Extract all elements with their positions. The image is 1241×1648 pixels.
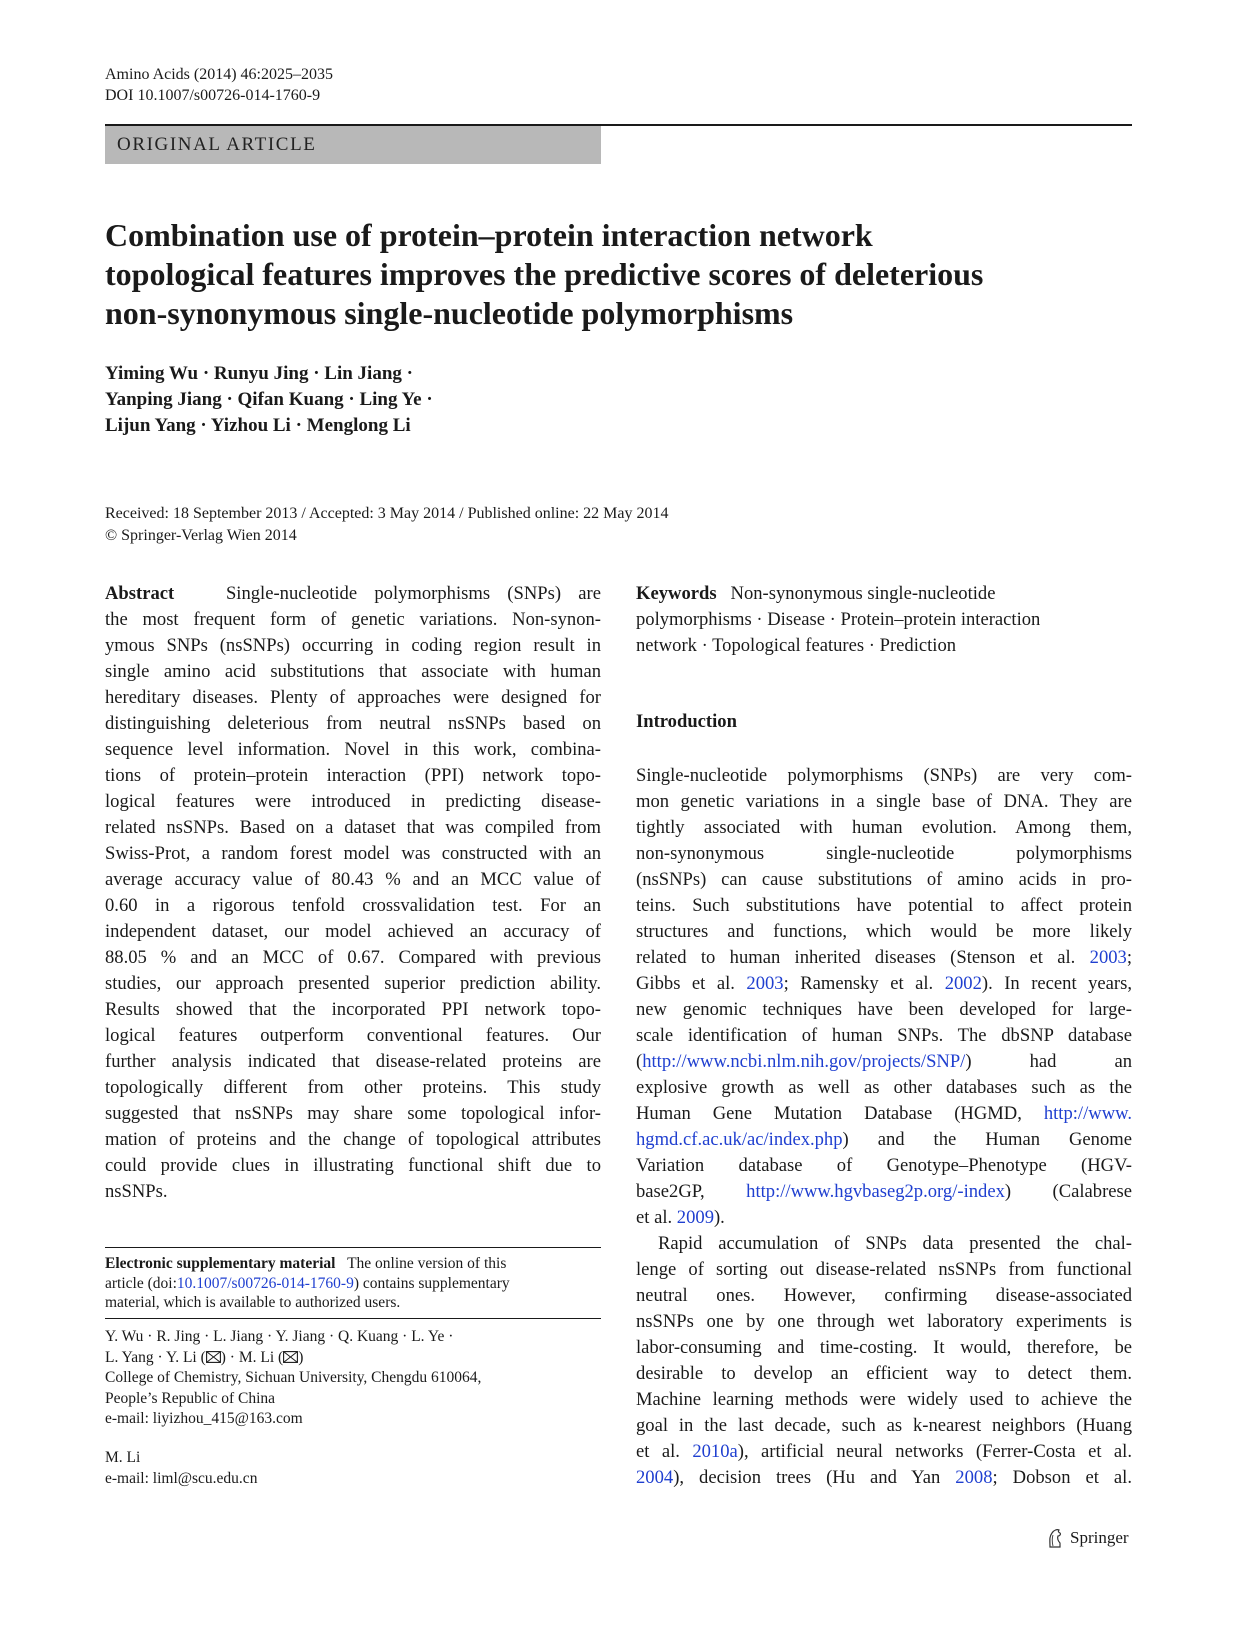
affiliation-names: L. Yang · Y. Li ( ) · M. Li ( ) — [105, 1348, 304, 1366]
citation-link[interactable]: 2003 — [746, 973, 784, 994]
history-line: Received: 18 September 2013 / Accepted: 3 May 2014 / Published online: 22 May 2014 — [105, 505, 669, 522]
article-title — [105, 216, 1135, 333]
citation-link[interactable]: 2010a — [692, 1441, 738, 1462]
envelope-icon — [283, 1351, 298, 1363]
article-type-banner — [105, 126, 601, 164]
intro-line: neutral ones. However, confirming disease-associated — [636, 1285, 1132, 1306]
intro-line: structures and functions, which would be more likely — [636, 921, 1132, 942]
intro-line: teins. Such substitutions have potential to affect protein — [636, 895, 1132, 916]
keywords-line: polymorphisms · Disease · Protein–protein interaction — [636, 609, 1041, 630]
abstract-line: mation of proteins and the change of topological attributes — [105, 1129, 601, 1150]
abstract-line: Abstract Single-nucleotide polymorphisms (SNPs) are — [105, 583, 601, 604]
journal-citation — [105, 64, 333, 106]
copyright-line: © Springer-Verlag Wien 2014 — [105, 527, 297, 544]
abstract-line: suggested that nsSNPs may share some topological infor- — [105, 1103, 601, 1124]
esm-line: material, which is available to authorized users. — [105, 1294, 401, 1311]
institution: People’s Republic of China — [105, 1389, 276, 1407]
affiliation-names: Y. Wu · R. Jing · L. Jiang · Y. Jiang · Q. Kuang · L. Ye · — [105, 1328, 454, 1345]
abstract-line: could provide clues in illustrating functional shift due to — [105, 1155, 601, 1176]
author-line: Yanping Jiang · Qifan Kuang · Ling Ye · — [105, 389, 433, 410]
citation-link[interactable]: 2008 — [955, 1467, 993, 1488]
affiliation-block — [105, 1327, 601, 1430]
abstract-line: ymous SNPs (nsSNPs) occurring in coding region result in — [105, 635, 601, 656]
intro-line: Rapid accumulation of SNPs data presented the chal- — [658, 1233, 1132, 1254]
intro-line: nsSNPs one by one through wet laboratory experiments is — [636, 1311, 1132, 1332]
publisher-name: Springer — [1070, 1528, 1129, 1547]
abstract-line: sequence level information. Novel in this work, combina- — [105, 739, 601, 760]
intro-line: scale identification of human SNPs. The dbSNP database — [636, 1025, 1132, 1046]
publisher-logo — [1045, 1527, 1129, 1549]
title-line: Combination use of protein–protein interaction network — [105, 217, 873, 253]
esm-line: article (doi:10.1007/s00726-014-1760-9) contains supplementary — [105, 1274, 510, 1292]
hgmd-url-link[interactable]: http://www. — [1043, 1103, 1132, 1124]
intro-line: labor-consuming and time-costing. It would, therefore, be — [636, 1337, 1132, 1358]
intro-line: lenge of sorting out disease-related nsSNPs from functional — [636, 1259, 1132, 1280]
esm-rule — [105, 1247, 601, 1248]
abstract-line: related nsSNPs. Based on a dataset that was compiled from — [105, 817, 601, 838]
esm-doi-link[interactable]: 10.1007/s00726-014-1760-9 — [176, 1274, 354, 1292]
abstract-line: further analysis indicated that disease-related proteins are — [105, 1051, 601, 1072]
intro-line: et al. 2009). — [636, 1207, 725, 1228]
journal-line: Amino Acids (2014) 46:2025–2035 — [105, 66, 333, 83]
citation-link[interactable]: 2003 — [1089, 947, 1127, 968]
abstract-line: Swiss-Prot, a random forest model was constructed with an — [105, 843, 601, 864]
intro-line: (nsSNPs) can cause substitutions of amino acids in pro- — [636, 869, 1132, 890]
intro-line: desirable to develop an efficient way to detect them. — [636, 1363, 1132, 1384]
author-list — [105, 361, 433, 439]
abstract-line: nsSNPs. — [105, 1181, 168, 1202]
springer-horse-icon — [1045, 1527, 1065, 1549]
intro-line: Single-nucleotide polymorphisms (SNPs) are very com- — [636, 765, 1132, 786]
affiliation-block-2 — [105, 1448, 601, 1489]
title-line: topological features improves the predictive scores of deleterious — [105, 256, 984, 292]
author-name: M. Li — [105, 1449, 141, 1466]
intro-line: et al. 2010a), artificial neural networks (Ferrer-Costa et al. — [636, 1441, 1132, 1462]
abstract-line: logical features outperform conventional features. Our — [105, 1025, 601, 1046]
abstract-line: 88.05 % and an MCC of 0.67. Compared with previous — [105, 947, 601, 968]
keywords-line: Keywords Non-synonymous single-nucleotide — [636, 583, 996, 604]
citation-link[interactable]: 2004 — [636, 1467, 674, 1488]
intro-line: Machine learning methods were widely used to achieve the — [636, 1389, 1132, 1410]
intro-line: Gibbs et al. 2003; Ramensky et al. 2002). In recent years, — [636, 973, 1132, 994]
keywords-label: Keywords — [636, 583, 717, 604]
abstract-line: studies, our approach presented superior prediction ability. — [105, 973, 601, 994]
affiliation-rule — [105, 1318, 601, 1319]
esm-line: Electronic supplementary material The online version of this — [105, 1255, 507, 1272]
intro-line: base2GP, http://www.hgvbaseg2p.org/-index) (Calabrese — [636, 1181, 1132, 1202]
intro-line: (http://www.ncbi.nlm.nih.gov/projects/SNP/) had an — [636, 1051, 1132, 1072]
intro-line: explosive growth as well as other databases such as the — [636, 1077, 1132, 1098]
publication-dates — [105, 503, 668, 547]
intro-line: Human Gene Mutation Database (HGMD, http://www. — [636, 1103, 1132, 1124]
email: e-mail: liml@scu.edu.cn — [105, 1469, 258, 1487]
section-heading-introduction: Introduction — [636, 711, 737, 732]
doi-line: DOI 10.1007/s00726-014-1760-9 — [105, 87, 321, 104]
abstract-line: 0.60 in a rigorous tenfold crossvalidation test. For an — [105, 895, 601, 916]
supplementary-note — [105, 1254, 601, 1313]
intro-line: related to human inherited diseases (Stenson et al. 2003; — [636, 947, 1132, 968]
introduction-body — [636, 763, 1132, 1491]
abstract-line: average accuracy value of 80.43 % and an MCC value of — [105, 869, 601, 890]
intro-line: Variation database of Genotype–Phenotype (HGV- — [636, 1155, 1132, 1176]
intro-line: 2004), decision trees (Hu and Yan 2008; Dobson et al. — [636, 1467, 1132, 1488]
abstract-line: single amino acid substitutions that associate with human — [105, 661, 601, 682]
intro-line: tightly associated with human evolution. Among them, — [636, 817, 1132, 838]
abstract-line: tions of protein–protein interaction (PPI) network topo- — [105, 765, 601, 786]
author-line: Lijun Yang · Yizhou Li · Menglong Li — [105, 415, 411, 436]
abstract-line: the most frequent form of genetic variations. Non-synon- — [105, 609, 601, 630]
abstract-line: distinguishing deleterious from neutral nsSNPs based on — [105, 713, 601, 734]
citation-link[interactable]: 2002 — [944, 973, 982, 994]
intro-line: non-synonymous single-nucleotide polymorphisms — [636, 843, 1132, 864]
dbsnp-url-link[interactable]: http://www.ncbi.nlm.nih.gov/projects/SNP/ — [642, 1051, 966, 1072]
citation-link[interactable]: 2009 — [676, 1207, 714, 1228]
keywords — [636, 581, 1132, 659]
intro-line: goal in the last decade, such as k-nearest neighbors (Huang — [636, 1415, 1132, 1436]
abstract — [105, 581, 601, 1205]
hgmd-url-link[interactable]: hgmd.cf.ac.uk/ac/index.php — [636, 1129, 843, 1150]
abstract-line: independent dataset, our model achieved an accuracy of — [105, 921, 601, 942]
author-line: Yiming Wu · Runyu Jing · Lin Jiang · — [105, 363, 413, 384]
abstract-line: hereditary diseases. Plenty of approaches were designed for — [105, 687, 601, 708]
abstract-line: Results showed that the incorporated PPI network topo- — [105, 999, 601, 1020]
esm-label: Electronic supplementary material — [105, 1255, 336, 1272]
intro-line: new genomic techniques have been developed for large- — [636, 999, 1132, 1020]
hgvbase-url-link[interactable]: http://www.hgvbaseg2p.org/-index — [746, 1181, 1005, 1202]
intro-line: mon genetic variations in a single base of DNA. They are — [636, 791, 1132, 812]
intro-line: hgmd.cf.ac.uk/ac/index.php) and the Human Genome — [636, 1129, 1132, 1150]
abstract-line: logical features were introduced in predicting disease- — [105, 791, 601, 812]
email: e-mail: liyizhou_415@163.com — [105, 1410, 303, 1427]
keywords-line: network · Topological features · Prediction — [636, 635, 957, 656]
abstract-line: topologically different from other proteins. This study — [105, 1077, 601, 1098]
institution: College of Chemistry, Sichuan University, Chengdu 610064, — [105, 1369, 482, 1386]
title-line: non-synonymous single-nucleotide polymorphisms — [105, 295, 794, 331]
envelope-icon — [206, 1351, 221, 1363]
article-type: ORIGINAL ARTICLE — [117, 134, 317, 155]
abstract-label: Abstract — [105, 583, 175, 604]
